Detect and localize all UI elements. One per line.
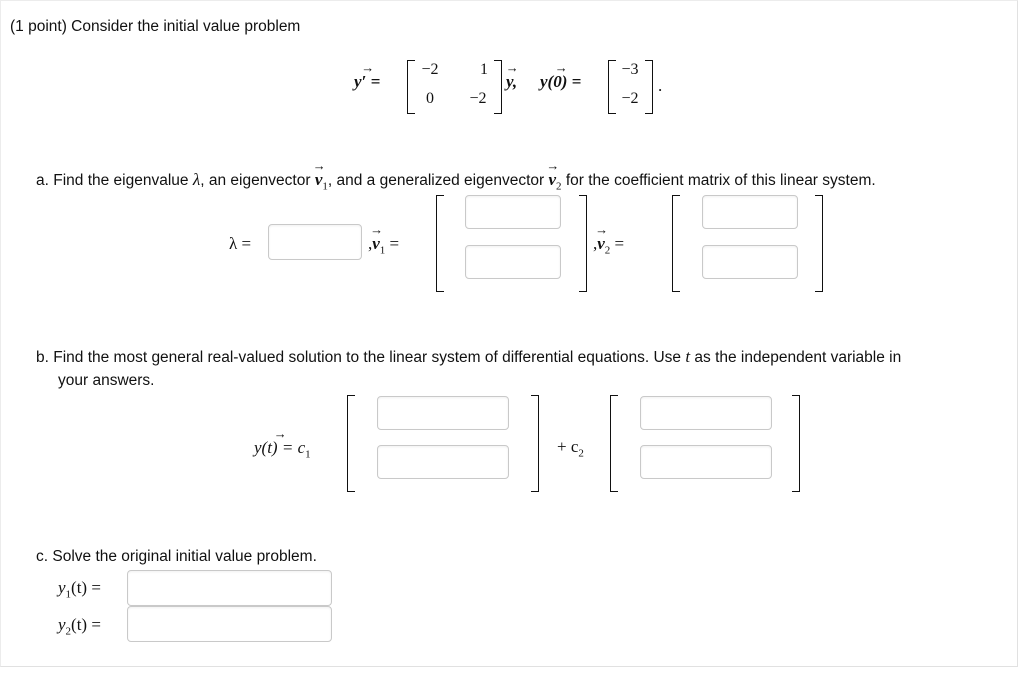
plus-c2-text: + c: [557, 437, 579, 456]
ivp-matrix-a11: −2: [421, 61, 439, 78]
b-term1-bottom-input[interactable]: [377, 445, 509, 479]
ivp-matrix-a22: −2: [469, 90, 487, 107]
y0-right-bracket: [645, 60, 653, 114]
b-v1-left-bracket: [347, 395, 355, 492]
v2-label-sub: 2: [604, 244, 611, 257]
v1-label-equals: =: [385, 234, 400, 253]
b-v2-left-bracket: [610, 395, 618, 492]
y-prime-vector: → y′ =: [354, 72, 380, 92]
y-t-label: [254, 438, 311, 460]
y1-label: [58, 578, 101, 600]
lambda-symbol: λ: [192, 170, 201, 189]
ivp-y-vector: [506, 72, 517, 92]
v1-label: [368, 234, 399, 256]
ivp-matrix-a12: 1: [480, 61, 488, 78]
y2-input[interactable]: [127, 606, 332, 642]
v1-label-comma: ,: [368, 234, 373, 253]
b-v1-right-bracket: [531, 395, 539, 492]
v1-sub: 1: [322, 180, 328, 193]
c2-sub: 2: [578, 447, 584, 460]
plus-c2-label: [557, 437, 584, 459]
v1-label-symbol: → v: [372, 234, 380, 254]
ivp-matrix-right-bracket: [494, 60, 502, 114]
part-b-prefix: b. Find the most general real-valued solution to the linear system of differential equations. Use: [36, 349, 686, 366]
y0-top: −3: [621, 61, 639, 78]
ivp-matrix-a21: 0: [426, 90, 434, 107]
ivp-matrix-left-bracket: [407, 60, 415, 114]
v2-right-bracket: [815, 195, 823, 292]
part-a-prompt: [36, 170, 876, 192]
lambda-label: λ =: [229, 234, 252, 253]
y0-bottom: −2: [621, 90, 639, 107]
v1-bottom-input[interactable]: [465, 245, 561, 279]
v2-label-equals: =: [610, 234, 625, 253]
lambda-input[interactable]: [268, 224, 362, 260]
v2-symbol: → v: [548, 170, 556, 190]
y1-symbol: y: [58, 578, 66, 597]
v2-top-input[interactable]: [702, 195, 798, 229]
y1-input[interactable]: [127, 570, 332, 606]
b-v2-right-bracket: [792, 395, 800, 492]
part-a-prefix: a. Find the eigenvalue: [36, 172, 193, 189]
y-vector-after-matrix: → y,: [506, 72, 517, 92]
b-term2-top-input[interactable]: [640, 396, 772, 430]
y2-rest: (t) =: [71, 615, 101, 634]
y1-rest: (t) =: [71, 578, 101, 597]
y2-label: [58, 615, 101, 637]
v1-symbol: → v: [315, 170, 323, 190]
c1-sub: 1: [305, 448, 311, 461]
b-term2-bottom-input[interactable]: [640, 445, 772, 479]
ivp-y0-label: [540, 72, 581, 92]
v2-label-symbol: → v: [597, 234, 605, 254]
v2-label: [593, 234, 624, 256]
part-a-suffix: for the coefficient matrix of this linear system.: [561, 172, 876, 189]
y-t-symbol: → y(t) = c: [254, 438, 305, 458]
y0-vector-label: → y(0) =: [540, 72, 581, 92]
part-b-prompt-line1: [36, 347, 901, 367]
problem-intro: (1 point) Consider the initial value problem: [10, 18, 301, 35]
v2-bottom-input[interactable]: [702, 245, 798, 279]
part-a-mid1: , an eigenvector: [200, 172, 315, 189]
v2-left-bracket: [672, 195, 680, 292]
part-a-mid2: , and a generalized eigenvector: [327, 172, 549, 189]
y2-sub: 2: [65, 625, 72, 638]
part-c-prompt: c. Solve the original initial value problem.: [36, 548, 317, 565]
t-variable: t: [685, 347, 691, 366]
part-b-prompt-line2: your answers.: [58, 372, 155, 389]
b-term1-top-input[interactable]: [377, 396, 509, 430]
part-b-suffix: as the independent variable in: [690, 349, 902, 366]
v2-sub: 2: [556, 180, 562, 193]
ivp-period: .: [658, 76, 663, 95]
y1-sub: 1: [65, 588, 72, 601]
y2-symbol: y: [58, 615, 66, 634]
v1-left-bracket: [436, 195, 444, 292]
ivp-lhs: [354, 72, 380, 92]
v2-label-comma: ,: [593, 234, 598, 253]
v1-right-bracket: [579, 195, 587, 292]
v1-top-input[interactable]: [465, 195, 561, 229]
v1-label-sub: 1: [379, 244, 386, 257]
